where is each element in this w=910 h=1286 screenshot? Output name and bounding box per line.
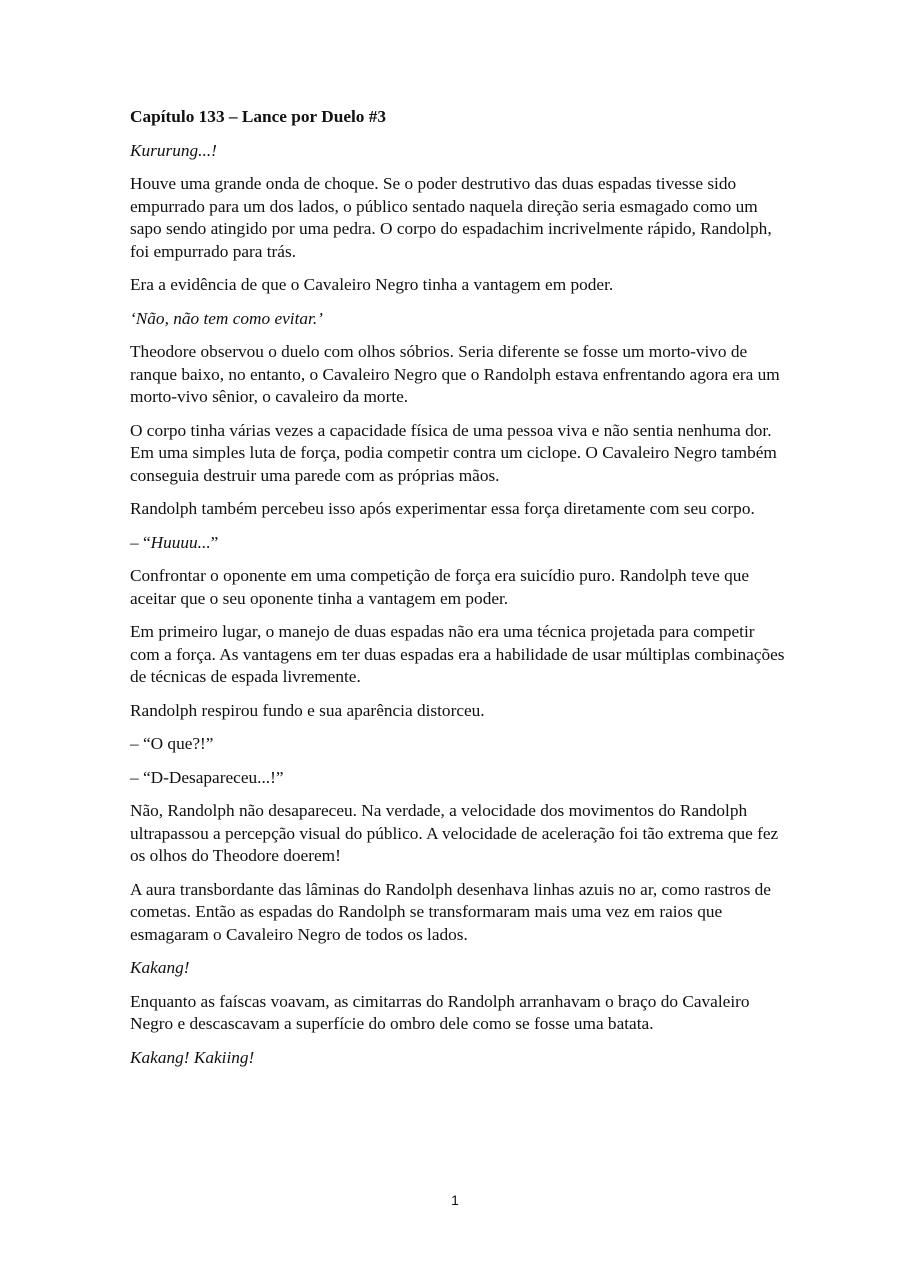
paragraph: Não, Randolph não desapareceu. Na verdade, a velocidade dos movimentos do Randolph ultrapassou a percepção visual do público. A velocidade de aceleração foi tão extrema que fez os olhos do Theodore doerem! — [130, 801, 779, 865]
dialogue-line: – “D-Desapareceu...!” — [130, 767, 284, 787]
paragraph: O corpo tinha várias vezes a capacidade física de uma pessoa viva e não sentia nenhuma dor. Em uma simples luta de força, podia competir contra um ciclope. O Cavaleiro Negro também conseguia destruir uma parede com as próprias mãos. — [130, 420, 777, 485]
paragraph: Houve uma grande onda de choque. Se o poder destrutivo das duas espadas tivesse sido empurrado para um dos lados, o público sentado naquela direção seria esmagado como um sapo sendo atingido por uma pedra. O corpo do espadachim incrivelmente rápido, Randolph, foi empurrado para trás. — [130, 174, 772, 261]
dialogue-line: – “O que?!” — [130, 734, 214, 753]
paragraph: Randolph respirou fundo e sua aparência distorceu. — [130, 700, 485, 720]
paragraph: Randolph também percebeu isso após experimentar essa força diretamente com seu corpo. — [130, 499, 755, 518]
dialogue-line — [130, 532, 785, 555]
chapter-title: Capítulo 133 – Lance por Duelo #3 — [130, 107, 387, 126]
paragraph: Confrontar o oponente em uma competição de força era suicídio puro. Randolph teve que aceitar que o seu oponente tinha a vantagem em poder. — [130, 566, 750, 608]
page-number: 1 — [451, 1192, 459, 1208]
paragraph: A aura transbordante das lâminas do Randolph desenhava linhas azuis no ar, como rastros de cometas. Então as espadas do Randolph se transformaram mais uma vez em raios que esmagaram o Cavaleiro Negro de todos os lados. — [130, 879, 771, 944]
dialogue-suffix: ” — [210, 532, 219, 552]
paragraph: Era a evidência de que o Cavaleiro Negro tinha a vantagem em poder. — [130, 275, 614, 294]
paragraph: ‘Não, não tem como evitar.’ — [130, 308, 323, 328]
document-body — [130, 106, 785, 1080]
paragraph: Em primeiro lugar, o manejo de duas espadas não era uma técnica projetada para competir com a força. As vantagens em ter duas espadas era a habilidade de usar múltiplas combinações de técnicas de espada livremente. — [130, 622, 785, 686]
paragraph: Kururung...! — [130, 140, 217, 160]
paragraph: Kakang! Kakiing! — [130, 1047, 255, 1067]
paragraph: Enquanto as faíscas voavam, as cimitarras do Randolph arranhavam o braço do Cavaleiro Negro e descascavam a superfície do ombro dele como se fosse uma batata. — [130, 991, 750, 1033]
dialogue-italic: Huuuu... — [150, 532, 211, 552]
paragraph: Theodore observou o duelo com olhos sóbrios. Seria diferente se fosse um morto-vivo de ranque baixo, no entanto, o Cavaleiro Negro que o Randolph estava enfrentando agora era um morto-vivo sênior, o cavaleiro da morte. — [130, 342, 780, 406]
dialogue-prefix: – “ — [130, 532, 151, 552]
paragraph: Kakang! — [130, 958, 190, 977]
